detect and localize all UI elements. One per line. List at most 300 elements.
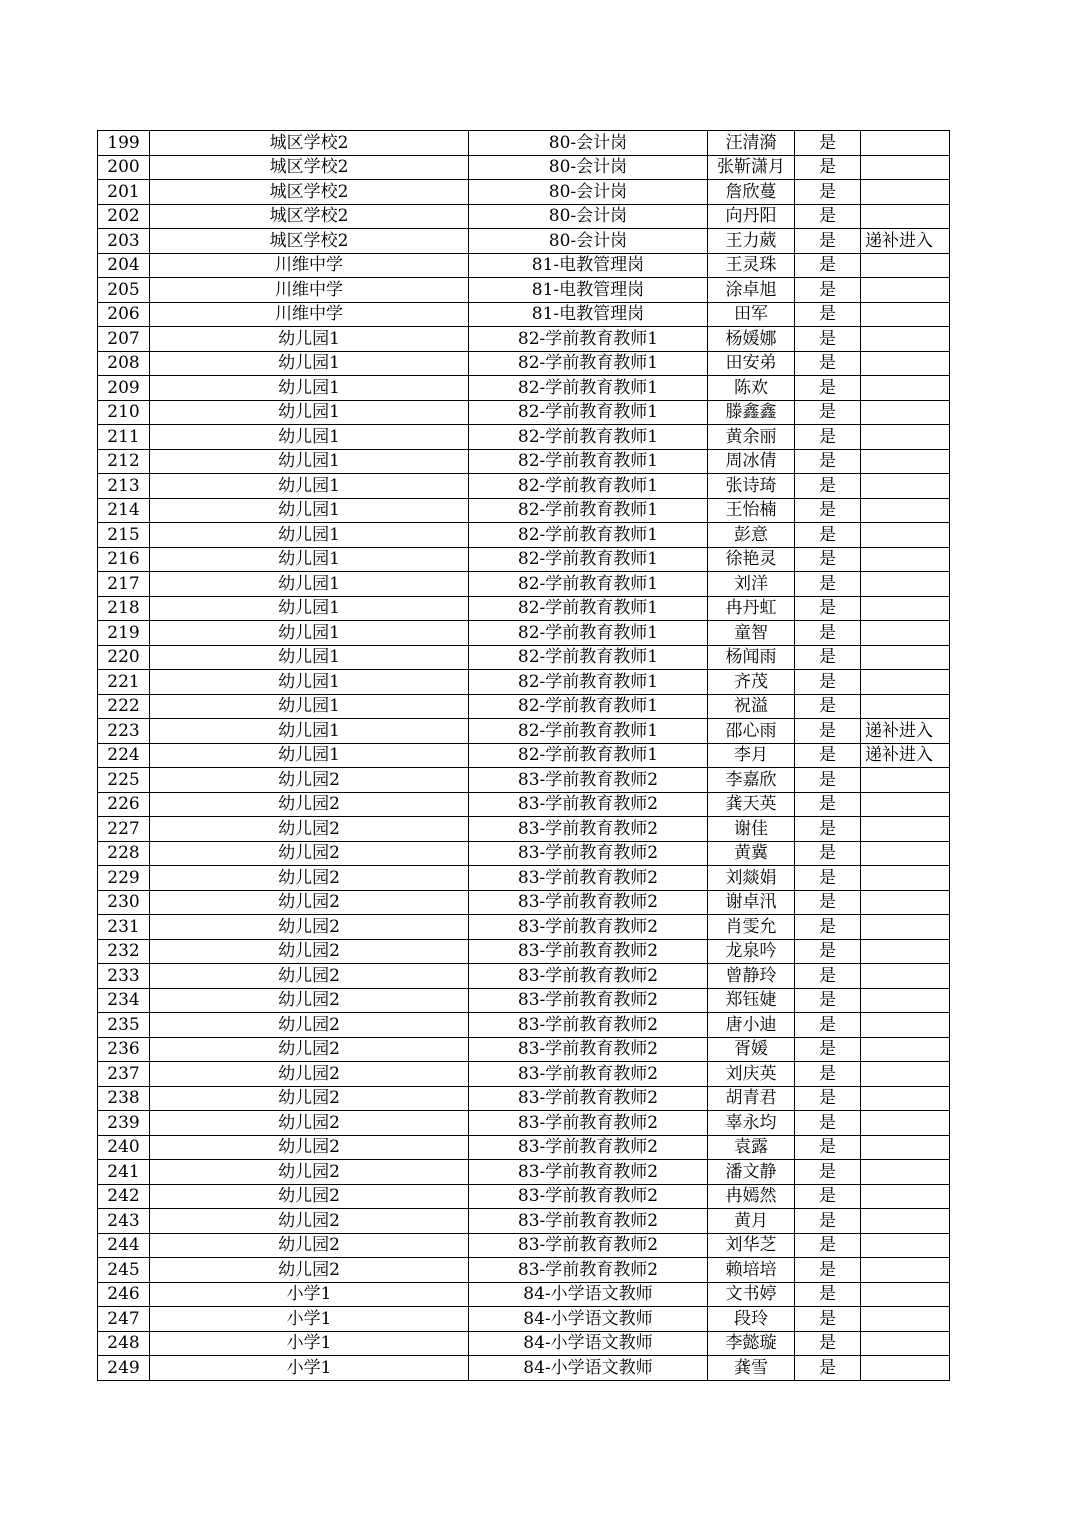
unit-cell: 幼儿园2 — [150, 1037, 469, 1062]
note-cell: 递补进入 — [861, 743, 950, 768]
table-row — [98, 792, 950, 817]
passed-cell: 是 — [795, 939, 861, 964]
row-number-cell: 205 — [98, 278, 150, 303]
passed-cell: 是 — [795, 327, 861, 352]
name-cell: 徐艳灵 — [708, 547, 795, 572]
unit-cell: 幼儿园1 — [150, 376, 469, 401]
unit-cell: 幼儿园1 — [150, 498, 469, 523]
passed-cell: 是 — [795, 474, 861, 499]
table-row — [98, 351, 950, 376]
note-cell — [861, 1135, 950, 1160]
table-row — [98, 1013, 950, 1038]
table-row — [98, 1307, 950, 1332]
unit-cell: 幼儿园2 — [150, 1233, 469, 1258]
passed-cell: 是 — [795, 1307, 861, 1332]
unit-cell: 幼儿园2 — [150, 1184, 469, 1209]
unit-cell: 幼儿园2 — [150, 792, 469, 817]
row-number-cell: 224 — [98, 743, 150, 768]
note-cell — [861, 866, 950, 891]
passed-cell: 是 — [795, 400, 861, 425]
note-cell — [861, 449, 950, 474]
post-cell: 82-学前教育教师1 — [469, 670, 708, 695]
post-cell: 83-学前教育教师2 — [469, 915, 708, 940]
row-number-cell: 214 — [98, 498, 150, 523]
unit-cell: 幼儿园1 — [150, 327, 469, 352]
post-cell: 82-学前教育教师1 — [469, 621, 708, 646]
name-cell: 李嘉欣 — [708, 768, 795, 793]
row-number-cell: 217 — [98, 572, 150, 597]
unit-cell: 幼儿园2 — [150, 1209, 469, 1234]
roster-table-body — [98, 131, 950, 1381]
unit-cell: 幼儿园1 — [150, 743, 469, 768]
unit-cell: 幼儿园1 — [150, 621, 469, 646]
unit-cell: 幼儿园1 — [150, 523, 469, 548]
passed-cell: 是 — [795, 253, 861, 278]
post-cell: 83-学前教育教师2 — [469, 841, 708, 866]
passed-cell: 是 — [795, 1258, 861, 1283]
name-cell: 曾静玲 — [708, 964, 795, 989]
name-cell: 汪清漪 — [708, 131, 795, 156]
row-number-cell: 233 — [98, 964, 150, 989]
post-cell: 83-学前教育教师2 — [469, 866, 708, 891]
table-row — [98, 841, 950, 866]
post-cell: 83-学前教育教师2 — [469, 1013, 708, 1038]
passed-cell: 是 — [795, 866, 861, 891]
post-cell: 80-会计岗 — [469, 131, 708, 156]
post-cell: 83-学前教育教师2 — [469, 1037, 708, 1062]
table-row — [98, 1258, 950, 1283]
row-number-cell: 223 — [98, 719, 150, 744]
name-cell: 周冰倩 — [708, 449, 795, 474]
unit-cell: 幼儿园1 — [150, 351, 469, 376]
post-cell: 82-学前教育教师1 — [469, 645, 708, 670]
passed-cell: 是 — [795, 498, 861, 523]
name-cell: 袁露 — [708, 1135, 795, 1160]
post-cell: 81-电教管理岗 — [469, 253, 708, 278]
note-cell — [861, 1209, 950, 1234]
note-cell — [861, 1062, 950, 1087]
row-number-cell: 246 — [98, 1282, 150, 1307]
table-row — [98, 204, 950, 229]
table-row — [98, 449, 950, 474]
table-row — [98, 1062, 950, 1087]
post-cell: 80-会计岗 — [469, 155, 708, 180]
name-cell: 胡青君 — [708, 1086, 795, 1111]
table-row — [98, 964, 950, 989]
passed-cell: 是 — [795, 1086, 861, 1111]
note-cell — [861, 1111, 950, 1136]
table-row — [98, 866, 950, 891]
passed-cell: 是 — [795, 645, 861, 670]
passed-cell: 是 — [795, 792, 861, 817]
unit-cell: 幼儿园2 — [150, 817, 469, 842]
row-number-cell: 248 — [98, 1331, 150, 1356]
post-cell: 80-会计岗 — [469, 180, 708, 205]
unit-cell: 小学1 — [150, 1356, 469, 1381]
note-cell — [861, 1184, 950, 1209]
row-number-cell: 227 — [98, 817, 150, 842]
name-cell: 齐茂 — [708, 670, 795, 695]
name-cell: 唐小迪 — [708, 1013, 795, 1038]
row-number-cell: 209 — [98, 376, 150, 401]
name-cell: 龙泉吟 — [708, 939, 795, 964]
note-cell — [861, 964, 950, 989]
note-cell — [861, 204, 950, 229]
passed-cell: 是 — [795, 1062, 861, 1087]
passed-cell: 是 — [795, 817, 861, 842]
row-number-cell: 228 — [98, 841, 150, 866]
name-cell: 郑钰婕 — [708, 988, 795, 1013]
passed-cell: 是 — [795, 1209, 861, 1234]
name-cell: 黄余丽 — [708, 425, 795, 450]
table-row — [98, 596, 950, 621]
post-cell: 82-学前教育教师1 — [469, 694, 708, 719]
passed-cell: 是 — [795, 890, 861, 915]
post-cell: 82-学前教育教师1 — [469, 376, 708, 401]
passed-cell: 是 — [795, 988, 861, 1013]
post-cell: 83-学前教育教师2 — [469, 988, 708, 1013]
row-number-cell: 249 — [98, 1356, 150, 1381]
unit-cell: 城区学校2 — [150, 155, 469, 180]
unit-cell: 城区学校2 — [150, 180, 469, 205]
note-cell — [861, 1086, 950, 1111]
table-row — [98, 327, 950, 352]
post-cell: 84-小学语文教师 — [469, 1331, 708, 1356]
name-cell: 张诗琦 — [708, 474, 795, 499]
passed-cell: 是 — [795, 719, 861, 744]
table-row — [98, 645, 950, 670]
name-cell: 李懿璇 — [708, 1331, 795, 1356]
row-number-cell: 212 — [98, 449, 150, 474]
name-cell: 詹欣蔓 — [708, 180, 795, 205]
passed-cell: 是 — [795, 768, 861, 793]
name-cell: 李月 — [708, 743, 795, 768]
row-number-cell: 247 — [98, 1307, 150, 1332]
row-number-cell: 210 — [98, 400, 150, 425]
unit-cell: 幼儿园2 — [150, 768, 469, 793]
row-number-cell: 226 — [98, 792, 150, 817]
unit-cell: 城区学校2 — [150, 229, 469, 254]
passed-cell: 是 — [795, 670, 861, 695]
post-cell: 80-会计岗 — [469, 229, 708, 254]
row-number-cell: 216 — [98, 547, 150, 572]
name-cell: 龚天英 — [708, 792, 795, 817]
table-row — [98, 1160, 950, 1185]
passed-cell: 是 — [795, 180, 861, 205]
table-row — [98, 572, 950, 597]
passed-cell: 是 — [795, 964, 861, 989]
row-number-cell: 202 — [98, 204, 150, 229]
unit-cell: 幼儿园1 — [150, 547, 469, 572]
unit-cell: 幼儿园1 — [150, 572, 469, 597]
row-number-cell: 232 — [98, 939, 150, 964]
table-row — [98, 523, 950, 548]
note-cell — [861, 302, 950, 327]
passed-cell: 是 — [795, 351, 861, 376]
table-row — [98, 1209, 950, 1234]
passed-cell: 是 — [795, 449, 861, 474]
unit-cell: 幼儿园2 — [150, 988, 469, 1013]
post-cell: 82-学前教育教师1 — [469, 425, 708, 450]
post-cell: 84-小学语文教师 — [469, 1307, 708, 1332]
unit-cell: 幼儿园2 — [150, 890, 469, 915]
unit-cell: 幼儿园2 — [150, 1086, 469, 1111]
passed-cell: 是 — [795, 547, 861, 572]
name-cell: 刘庆英 — [708, 1062, 795, 1087]
row-number-cell: 229 — [98, 866, 150, 891]
post-cell: 82-学前教育教师1 — [469, 547, 708, 572]
table-row — [98, 376, 950, 401]
note-cell — [861, 498, 950, 523]
table-row — [98, 1282, 950, 1307]
note-cell: 递补进入 — [861, 719, 950, 744]
unit-cell: 小学1 — [150, 1331, 469, 1356]
table-row — [98, 1356, 950, 1381]
table-row — [98, 547, 950, 572]
table-row — [98, 1184, 950, 1209]
name-cell: 童智 — [708, 621, 795, 646]
table-row — [98, 425, 950, 450]
note-cell — [861, 351, 950, 376]
name-cell: 杨闻雨 — [708, 645, 795, 670]
table-row — [98, 890, 950, 915]
unit-cell: 幼儿园1 — [150, 670, 469, 695]
post-cell: 83-学前教育教师2 — [469, 1135, 708, 1160]
post-cell: 82-学前教育教师1 — [469, 327, 708, 352]
post-cell: 83-学前教育教师2 — [469, 1111, 708, 1136]
passed-cell: 是 — [795, 376, 861, 401]
unit-cell: 幼儿园1 — [150, 596, 469, 621]
post-cell: 83-学前教育教师2 — [469, 1258, 708, 1283]
table-row — [98, 988, 950, 1013]
name-cell: 段玲 — [708, 1307, 795, 1332]
name-cell: 冉丹虹 — [708, 596, 795, 621]
passed-cell: 是 — [795, 278, 861, 303]
table-row — [98, 229, 950, 254]
passed-cell: 是 — [795, 694, 861, 719]
row-number-cell: 236 — [98, 1037, 150, 1062]
post-cell: 82-学前教育教师1 — [469, 719, 708, 744]
name-cell: 潘文静 — [708, 1160, 795, 1185]
note-cell — [861, 523, 950, 548]
unit-cell: 幼儿园1 — [150, 449, 469, 474]
unit-cell: 幼儿园1 — [150, 425, 469, 450]
unit-cell: 川维中学 — [150, 253, 469, 278]
note-cell — [861, 1013, 950, 1038]
note-cell — [861, 155, 950, 180]
table-row — [98, 131, 950, 156]
note-cell — [861, 180, 950, 205]
table-row — [98, 719, 950, 744]
unit-cell: 幼儿园2 — [150, 1135, 469, 1160]
post-cell: 82-学前教育教师1 — [469, 743, 708, 768]
note-cell — [861, 547, 950, 572]
post-cell: 81-电教管理岗 — [469, 278, 708, 303]
post-cell: 83-学前教育教师2 — [469, 1233, 708, 1258]
table-row — [98, 817, 950, 842]
name-cell: 向丹阳 — [708, 204, 795, 229]
post-cell: 83-学前教育教师2 — [469, 792, 708, 817]
row-number-cell: 230 — [98, 890, 150, 915]
name-cell: 黄冀 — [708, 841, 795, 866]
unit-cell: 幼儿园2 — [150, 1013, 469, 1038]
unit-cell: 幼儿园2 — [150, 915, 469, 940]
row-number-cell: 221 — [98, 670, 150, 695]
note-cell — [861, 939, 950, 964]
name-cell: 谢卓汛 — [708, 890, 795, 915]
unit-cell: 川维中学 — [150, 278, 469, 303]
post-cell: 80-会计岗 — [469, 204, 708, 229]
name-cell: 刘洋 — [708, 572, 795, 597]
name-cell: 杨媛娜 — [708, 327, 795, 352]
name-cell: 辜永均 — [708, 1111, 795, 1136]
note-cell — [861, 425, 950, 450]
name-cell: 邵心雨 — [708, 719, 795, 744]
post-cell: 83-学前教育教师2 — [469, 817, 708, 842]
note-cell — [861, 278, 950, 303]
post-cell: 83-学前教育教师2 — [469, 939, 708, 964]
table-row — [98, 253, 950, 278]
note-cell — [861, 1356, 950, 1381]
post-cell: 82-学前教育教师1 — [469, 498, 708, 523]
row-number-cell: 211 — [98, 425, 150, 450]
name-cell: 张靳潇月 — [708, 155, 795, 180]
name-cell: 刘燚娟 — [708, 866, 795, 891]
row-number-cell: 222 — [98, 694, 150, 719]
passed-cell: 是 — [795, 572, 861, 597]
table-row — [98, 498, 950, 523]
table-row — [98, 1037, 950, 1062]
post-cell: 83-学前教育教师2 — [469, 768, 708, 793]
row-number-cell: 207 — [98, 327, 150, 352]
post-cell: 84-小学语文教师 — [469, 1282, 708, 1307]
passed-cell: 是 — [795, 155, 861, 180]
note-cell — [861, 1160, 950, 1185]
name-cell: 冉嫣然 — [708, 1184, 795, 1209]
row-number-cell: 239 — [98, 1111, 150, 1136]
note-cell — [861, 1233, 950, 1258]
name-cell: 肖雯允 — [708, 915, 795, 940]
note-cell — [861, 253, 950, 278]
row-number-cell: 242 — [98, 1184, 150, 1209]
note-cell — [861, 890, 950, 915]
passed-cell: 是 — [795, 1184, 861, 1209]
note-cell: 递补进入 — [861, 229, 950, 254]
note-cell — [861, 376, 950, 401]
note-cell — [861, 1258, 950, 1283]
name-cell: 龚雪 — [708, 1356, 795, 1381]
name-cell: 王灵珠 — [708, 253, 795, 278]
name-cell: 田安弟 — [708, 351, 795, 376]
row-number-cell: 220 — [98, 645, 150, 670]
table-row — [98, 621, 950, 646]
table-row — [98, 939, 950, 964]
table-row — [98, 743, 950, 768]
post-cell: 82-学前教育教师1 — [469, 474, 708, 499]
passed-cell: 是 — [795, 1037, 861, 1062]
name-cell: 王力葳 — [708, 229, 795, 254]
table-row — [98, 474, 950, 499]
post-cell: 83-学前教育教师2 — [469, 1062, 708, 1087]
passed-cell: 是 — [795, 302, 861, 327]
row-number-cell: 237 — [98, 1062, 150, 1087]
post-cell: 82-学前教育教师1 — [469, 400, 708, 425]
row-number-cell: 244 — [98, 1233, 150, 1258]
roster-table — [97, 130, 950, 1381]
table-row — [98, 302, 950, 327]
passed-cell: 是 — [795, 743, 861, 768]
name-cell: 刘华芝 — [708, 1233, 795, 1258]
name-cell: 彭意 — [708, 523, 795, 548]
passed-cell: 是 — [795, 1111, 861, 1136]
passed-cell: 是 — [795, 621, 861, 646]
table-row — [98, 400, 950, 425]
table-row — [98, 1086, 950, 1111]
post-cell: 84-小学语文教师 — [469, 1356, 708, 1381]
row-number-cell: 245 — [98, 1258, 150, 1283]
name-cell: 赖培培 — [708, 1258, 795, 1283]
passed-cell: 是 — [795, 523, 861, 548]
note-cell — [861, 596, 950, 621]
note-cell — [861, 915, 950, 940]
unit-cell: 幼儿园1 — [150, 474, 469, 499]
unit-cell: 幼儿园2 — [150, 1062, 469, 1087]
row-number-cell: 225 — [98, 768, 150, 793]
row-number-cell: 231 — [98, 915, 150, 940]
note-cell — [861, 841, 950, 866]
unit-cell: 幼儿园1 — [150, 719, 469, 744]
unit-cell: 川维中学 — [150, 302, 469, 327]
row-number-cell: 241 — [98, 1160, 150, 1185]
table-row — [98, 1331, 950, 1356]
passed-cell: 是 — [795, 1160, 861, 1185]
unit-cell: 幼儿园2 — [150, 1160, 469, 1185]
row-number-cell: 234 — [98, 988, 150, 1013]
unit-cell: 幼儿园2 — [150, 841, 469, 866]
row-number-cell: 235 — [98, 1013, 150, 1038]
row-number-cell: 206 — [98, 302, 150, 327]
note-cell — [861, 792, 950, 817]
name-cell: 滕鑫鑫 — [708, 400, 795, 425]
name-cell: 田军 — [708, 302, 795, 327]
name-cell: 陈欢 — [708, 376, 795, 401]
row-number-cell: 203 — [98, 229, 150, 254]
note-cell — [861, 621, 950, 646]
row-number-cell: 238 — [98, 1086, 150, 1111]
unit-cell: 小学1 — [150, 1282, 469, 1307]
passed-cell: 是 — [795, 1013, 861, 1038]
post-cell: 82-学前教育教师1 — [469, 523, 708, 548]
passed-cell: 是 — [795, 596, 861, 621]
name-cell: 谢佳 — [708, 817, 795, 842]
post-cell: 83-学前教育教师2 — [469, 1209, 708, 1234]
passed-cell: 是 — [795, 1282, 861, 1307]
table-row — [98, 694, 950, 719]
unit-cell: 幼儿园1 — [150, 694, 469, 719]
passed-cell: 是 — [795, 425, 861, 450]
row-number-cell: 215 — [98, 523, 150, 548]
note-cell — [861, 670, 950, 695]
passed-cell: 是 — [795, 131, 861, 156]
unit-cell: 幼儿园2 — [150, 866, 469, 891]
unit-cell: 小学1 — [150, 1307, 469, 1332]
post-cell: 82-学前教育教师1 — [469, 572, 708, 597]
unit-cell: 城区学校2 — [150, 204, 469, 229]
post-cell: 82-学前教育教师1 — [469, 596, 708, 621]
note-cell — [861, 474, 950, 499]
table-row — [98, 768, 950, 793]
table-row — [98, 1135, 950, 1160]
